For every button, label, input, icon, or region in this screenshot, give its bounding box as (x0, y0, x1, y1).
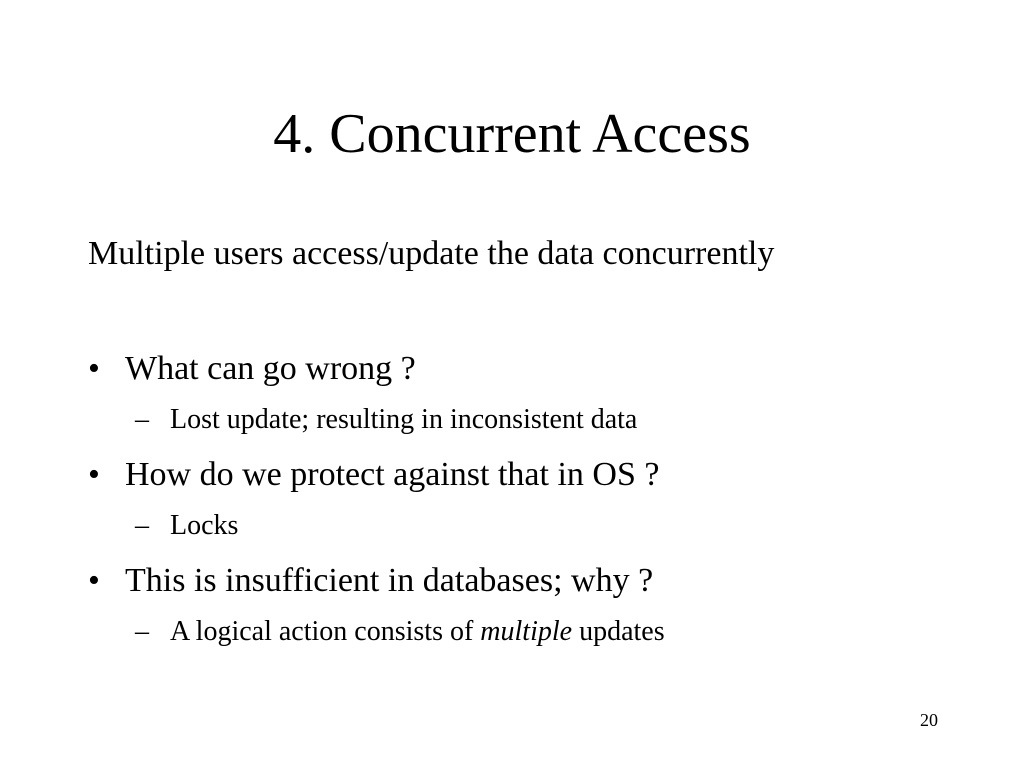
sub-bullet-text-after: updates (572, 616, 665, 647)
dash-marker: – (135, 510, 149, 541)
slide-title: 4. Concurrent Access (273, 103, 751, 165)
bullet-marker: • (88, 456, 100, 493)
bullet-text: This is insufficient in databases; why ? (125, 562, 654, 599)
dash-marker: – (135, 404, 149, 435)
dash-marker: – (135, 616, 149, 647)
bullet-text: How do we protect against that in OS ? (125, 456, 660, 493)
intro-text: Multiple users access/update the data concurrently (88, 235, 775, 272)
bullet-text: What can go wrong ? (125, 350, 416, 387)
sub-bullet-text-before: A logical action consists of (170, 616, 481, 647)
bullet-item (88, 559, 653, 603)
bullet-item (88, 453, 659, 497)
sub-bullet-item (135, 614, 665, 650)
sub-bullet-text: Locks (170, 510, 239, 541)
sub-bullet-item (135, 402, 637, 438)
bullet-marker: • (88, 562, 100, 599)
bullet-marker: • (88, 350, 100, 387)
sub-bullet-text: Lost update; resulting in inconsistent data (170, 404, 638, 435)
page-number: 20 (920, 710, 938, 730)
sub-bullet-emphasis: multiple (480, 616, 573, 647)
sub-bullet-item (135, 508, 238, 544)
bullet-item (88, 347, 416, 391)
